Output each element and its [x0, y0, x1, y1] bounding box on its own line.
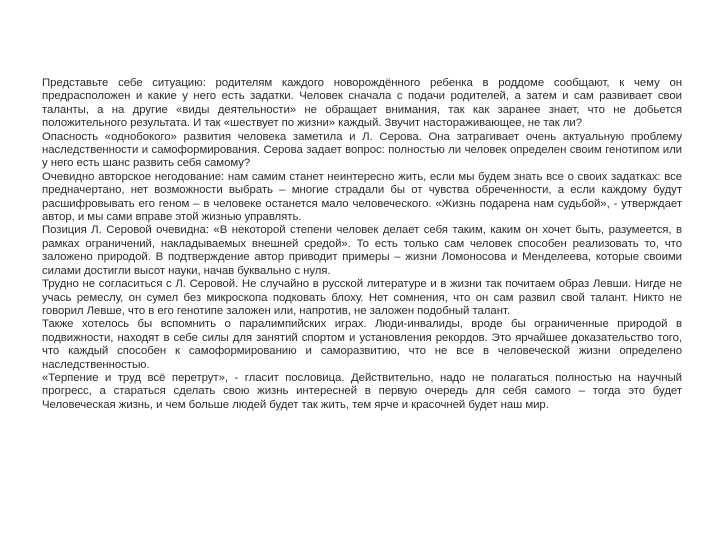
- essay-text: [42, 77, 682, 412]
- paragraph-author-indignation: Очевидно авторское негодование: нам самим станет неинтересно жить, если мы будем знать все о своих задатках: все предначертано, нет возможности выбрать – многие страдали бы от чувства обреченности, а если каждому будут расшифровывать его геном – в человеке останется мало человеческого. «Жизнь подарена нам судьбой», - утверждает автор, и мы сами вправе этой жизнью управлять.: [42, 170, 682, 224]
- paragraph-paralympics-argument: Также хотелось бы вспомнить о паралимпийских играх. Люди-инвалиды, вроде бы ограниченные природой в подвижности, находят в себе силы для занятий спортом и установления рекордов. Это ярчайшее доказательство того, что каждый способен к самоформированию и саморазвитию, что не все в человеческой жизни определено наследственностью.: [42, 318, 682, 371]
- paragraph-problem: Опасность «однобокого» развития человека заметила и Л. Серова. Она затрагивает очень актуальную проблему наследственности и самоформирования. Серова задает вопрос: полностью ли человек определен своим генотипом или у него есть шанс развить себя самому?: [42, 130, 682, 170]
- paragraph-levsha-argument: Трудно не согласиться с Л. Серовой. Не случайно в русской литературе и в жизни так почитаем образ Левши. Нигде не учась ремеслу, он сумел без микроскопа подковать блоху. Нет сомнения, что он сам развил свой талант. Никто не говорил Левше, что в его генотипе заложен или, напротив, не заложен подобный талант.: [42, 278, 682, 317]
- paragraph-conclusion: «Терпение и труд всё перетрут», - гласит пословица. Действительно, надо не полагаться полностью на научный прогресс, а стараться сделать свою жизнь интересней в первую очередь для себя самого – тогда это будет Человеческая жизнь, и чем больше людей будет так жить, тем ярче и красочней будет наш мир.: [42, 371, 682, 411]
- paragraph-author-position: Позиция Л. Серовой очевидна: «В некоторой степени человек делает себя таким, каким он хочет быть, разумеется, в рамках ограничений, накладываемых внешней средой». То есть только сам человек способен реализовать то, что заложено природой. В подтверждение автор приводит примеры – жизни Ломоносова и Менделеева, которые своими силами достигли высот науки, начав буквально с нуля.: [42, 224, 682, 277]
- paragraph-intro: Представьте себе ситуацию: родителям каждого новорождённого ребенка в роддоме сообщают, к чему он предрасположен и какие у него есть задатки. Человек сначала с подачи родителей, а затем и сам развивает свои таланты, а на другие «виды деятельности» не обращает внимания, так как заранее знает, что не добьется положительного результата. И так «шествует по жизни» каждый. Звучит настораживающее, не так ли?: [42, 77, 682, 130]
